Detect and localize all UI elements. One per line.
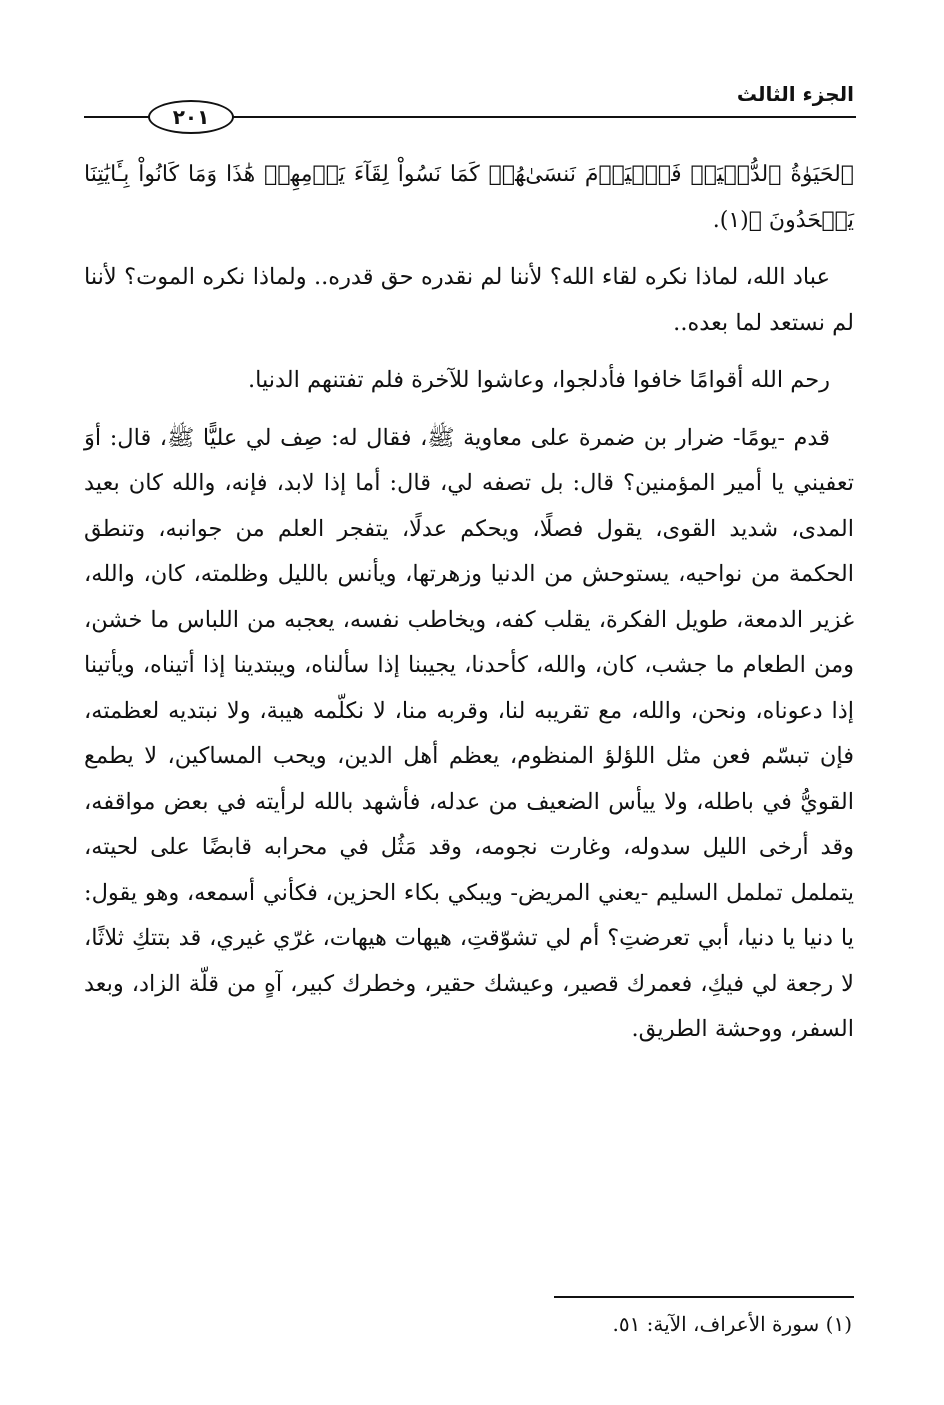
paragraph-fear-of-death: عباد الله، لماذا نكره لقاء الله؟ لأننا لم نقدره حق قدره.. ولماذا نكره الموت؟ لأننا لم نستعد لما بعده.. — [84, 264, 854, 336]
volume-title: الجزء الثالث — [736, 82, 854, 106]
quran-verse-continuation: ﭐﻟﺤَﻴَﻮٰﺓُ ﭐﻟﺪُّﻧۡﻴَﺎۚ ﻓَﭑﻟۡﻴَﻮۡﻡَ ﻧَﻨﺴَﻰٰﻬُﻢۡ ﻛَﻤَﺎ ﻧَﺴُﻮﺍْ ﻟِﻘَﺎٓءَ ﻳَﻮۡﻣِﻬِﻢۡ ﻫَٰﺬَﺍ ﻭَﻣَﺎ ﻛَﺎﻧُﻮﺍْ ﺑِـَٔﺎﻳَٰﺘِﻨَﺎ ﻳَﺠۡﺤَﺪُﻭﻥَ ﴾(١). — [84, 162, 854, 233]
paragraph-mercy: رحم الله أقوامًا خافوا فأدلجوا، وعاشوا للآخرة فلم تفتنهم الدنيا. — [247, 367, 830, 393]
paragraph-dirar-description: قدم -يومًا- ضرار بن ضمرة على معاوية ﷺ، فقال له: صِف لي عليًّا ﷺ، قال: أوَ تعفيني يا أمير المؤمنين؟ قال: بل تصفه لي، قال: أما إذا لابد، فإنه، والله كان بعيد المدى، شديد القوى، يقول فصلًا، ويحكم عدلًا، يتفجر العلم من جوانبه، وتنطق الحكمة من نواحيه، يستوحش من الدنيا وزهرتها، ويأنس بالليل وظلمته، كان، والله، غزير الدمعة، طويل الفكرة، يقلب كفه، ويخاطب نفسه، يعجبه من اللباس ما خشن، ومن الطعام ما جشب، كان، والله، كأحدنا، يجيبنا إذا سألناه، ويبتدينا إذا أتيناه، ويأتينا إذا دعوناه، ونحن، والله، مع تقريبه لنا، وقربه منا، لا نكلّمه هيبة، ولا نبتديه لعظمته، فإن تبسّم فعن مثل اللؤلؤ المنظوم، يعظم أهل الدين، ويحب المساكين، لا يطمع القويُّ في باطله، ولا ييأس الضعيف من عدله، فأشهد بالله لرأيته في بعض مواقفه، وقد أرخى الليل سدوله، وغارت نجومه، وقد مَثُل في محرابه قابضًا على لحيته، يتململ تململ السليم -يعني المريض- ويبكي بكاء الحزين، فكأني أسمعه، وهو يقول: يا دنيا يا دنيا، أبي تعرضتِ؟ أم لي تشوّقتِ، هيهات هيهات، غرّي غيري، قد بتتكِ ثلاثًا، لا رجعة لي فيكِ، فعمرك قصير، وعيشك حقير، وخطرك كبير، آهٍ من قلّة الزاد، وبعد السفر، ووحشة الطريق. — [84, 424, 854, 1042]
page-body — [84, 152, 854, 1065]
page-number: ٢٠١ — [148, 100, 234, 134]
footnote-rule — [554, 1296, 854, 1298]
page-header — [84, 70, 856, 130]
footnote: (١) سورة الأعراف، الآية: ٥١. — [612, 1312, 852, 1336]
